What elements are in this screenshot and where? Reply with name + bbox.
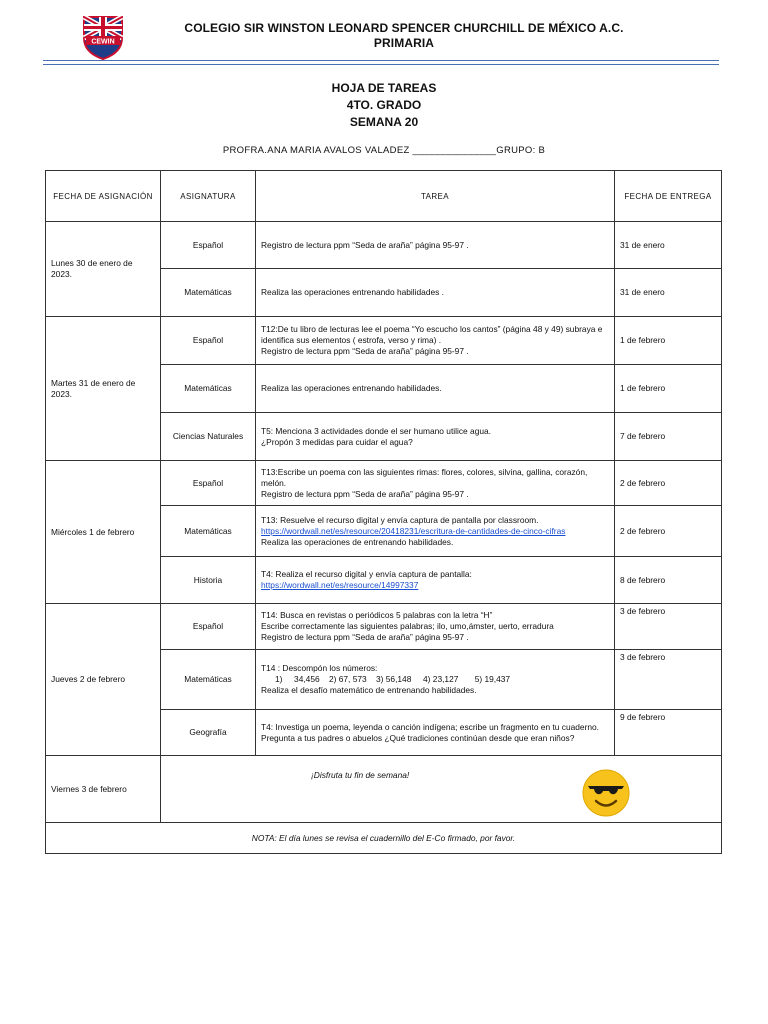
task-line: T13:Escribe un poema con las siguientes rimas: flores, colores, silvina, gallina, corazón, melón. <box>261 466 588 488</box>
task-line: Registro de lectura ppm “Seda de araña” página 95-97 . <box>261 346 469 356</box>
header-rule-bottom <box>43 64 719 65</box>
teacher-line: PROFRA.ANA MARIA AVALOS VALADEZ _______________GRUPO: B <box>222 145 546 156</box>
task-line: Realiza las operaciones de entrenando habilidades. <box>261 536 454 547</box>
due-date-cell: 1 de febrero <box>615 365 722 413</box>
header-rule-top <box>43 60 719 61</box>
task-line: T14 : Descompón los números: <box>261 663 378 673</box>
weekend-message: ¡Disfruta tu fin de semana! <box>311 770 410 780</box>
task-cell <box>256 710 615 756</box>
due-date-cell: 31 de enero <box>615 269 722 317</box>
table-row <box>46 317 722 365</box>
subject-cell: Ciencias Naturales <box>161 413 256 461</box>
table-row <box>46 823 722 854</box>
task-line: Realiza el desafío matemático de entrenando habilidades. <box>261 685 477 695</box>
assignment-date: Martes 31 de enero de 2023. <box>46 317 161 461</box>
table-row <box>46 461 722 506</box>
task-line: T12:De tu libro de lecturas lee el poema “Yo escucho los cantos” (página 48 y 49) subraya e identifica sus elementos ( estrofa, verso y rima) . <box>261 324 603 345</box>
subject-cell: Español <box>161 317 256 365</box>
task-line: Registro de lectura ppm “Seda de araña” página 95-97 . <box>261 488 469 499</box>
task-cell <box>256 461 615 506</box>
task-line: Realiza las operaciones entrenando habilidades . <box>261 287 444 297</box>
subject-cell: Matemáticas <box>161 365 256 413</box>
subject-cell: Historia <box>161 557 256 604</box>
logo-text: CEWIN <box>91 38 115 46</box>
task-cell <box>256 650 615 710</box>
task-line: Registro de lectura ppm “Seda de araña” página 95-97 . <box>261 239 469 250</box>
header-due-date: FECHA DE ENTREGA <box>615 171 722 222</box>
subject-cell: Español <box>161 604 256 650</box>
due-date-cell: 3 de febrero <box>615 604 722 650</box>
header-assignment-date: FECHA DE ASIGNACIÓN <box>46 171 161 222</box>
task-line: T5: Menciona 3 actividades donde el ser humano utilice agua. <box>261 425 491 436</box>
note-text: NOTA: El día lunes se revisa el cuadernillo del E-Co firmado, por favor. <box>46 823 722 854</box>
task-cell <box>256 413 615 461</box>
table-header-row <box>46 171 722 222</box>
task-line: Realiza las operaciones entrenando habilidades. <box>261 383 442 393</box>
wordwall-link[interactable]: https://wordwall.net/es/resource/14997337 <box>261 580 419 590</box>
assignment-date: Viernes 3 de febrero <box>46 756 161 823</box>
week-title: SEMANA 20 <box>349 115 419 129</box>
homework-table <box>45 170 722 854</box>
document-title: HOJA DE TAREAS <box>331 81 437 95</box>
subject-cell: Matemáticas <box>161 269 256 317</box>
due-date-cell: 8 de febrero <box>615 557 722 604</box>
school-section: PRIMARIA <box>373 36 435 50</box>
subject-cell: Español <box>161 222 256 269</box>
subject-cell: Matemáticas <box>161 506 256 557</box>
task-line: 1) 34,456 2) 67, 573 3) 56,148 4) 23,127 5) 19,437 <box>261 674 511 684</box>
task-cell <box>256 222 615 269</box>
wordwall-link[interactable]: https://wordwall.net/es/resource/20418231/escritura-de-cantidades-de-cinco-cifras <box>261 525 566 536</box>
task-line: ¿Propón 3 medidas para cuidar el agua? <box>261 436 413 447</box>
due-date-cell: 1 de febrero <box>615 317 722 365</box>
school-name: COLEGIO SIR WINSTON LEONARD SPENCER CHURCHILL DE MÉXICO A.C. <box>184 21 624 35</box>
task-cell <box>256 557 615 604</box>
school-header <box>140 21 668 51</box>
subject-cell: Matemáticas <box>161 650 256 710</box>
task-line: T14: Busca en revistas o periódicos 5 palabras con la letra “H” <box>261 610 493 620</box>
friday-cell <box>161 756 722 823</box>
sunglasses-emoji-icon <box>581 768 631 818</box>
due-date-cell: 2 de febrero <box>615 461 722 506</box>
task-line: Escribe correctamente las siguientes palabras; ilo, umo,ámster, uerto, erradura <box>261 621 554 631</box>
subject-cell: Geografía <box>161 710 256 756</box>
task-line: Registro de lectura ppm “Seda de araña” página 95-97 . <box>261 632 469 642</box>
task-line: T13: Resuelve el recurso digital y envía captura de pantalla por classroom. <box>261 514 539 525</box>
due-date-cell: 31 de enero <box>615 222 722 269</box>
due-date-cell: 9 de febrero <box>615 710 722 756</box>
task-cell <box>256 269 615 317</box>
assignment-date: Lunes 30 de enero de 2023. <box>46 222 161 317</box>
subject-cell: Español <box>161 461 256 506</box>
school-crest-icon <box>80 14 126 60</box>
header-task: TAREA <box>256 171 615 222</box>
due-date-cell: 3 de febrero <box>615 650 722 710</box>
assignment-date: Jueves 2 de febrero <box>46 604 161 756</box>
due-date-cell: 2 de febrero <box>615 506 722 557</box>
task-cell <box>256 506 615 557</box>
task-cell <box>256 604 615 650</box>
table-row <box>46 756 722 823</box>
table-row <box>46 604 722 650</box>
due-date-cell: 7 de febrero <box>615 413 722 461</box>
task-line: T4: Realiza el recurso digital y envía captura de pantalla: <box>261 569 472 579</box>
task-cell <box>256 365 615 413</box>
grade-title: 4TO. GRADO <box>346 98 422 112</box>
table-row <box>46 222 722 269</box>
assignment-date: Miércoles 1 de febrero <box>46 461 161 604</box>
document-titles <box>0 80 768 131</box>
header-subject: ASIGNATURA <box>161 171 256 222</box>
task-cell <box>256 317 615 365</box>
task-line: T4: Investiga un poema, leyenda o canción indígena; escribe un fragmento en tu cuaderno. <box>261 721 600 732</box>
task-line: Pregunta a tus padres o abuelos ¿Qué tradiciones continúan desde que eran niños? <box>261 732 575 743</box>
